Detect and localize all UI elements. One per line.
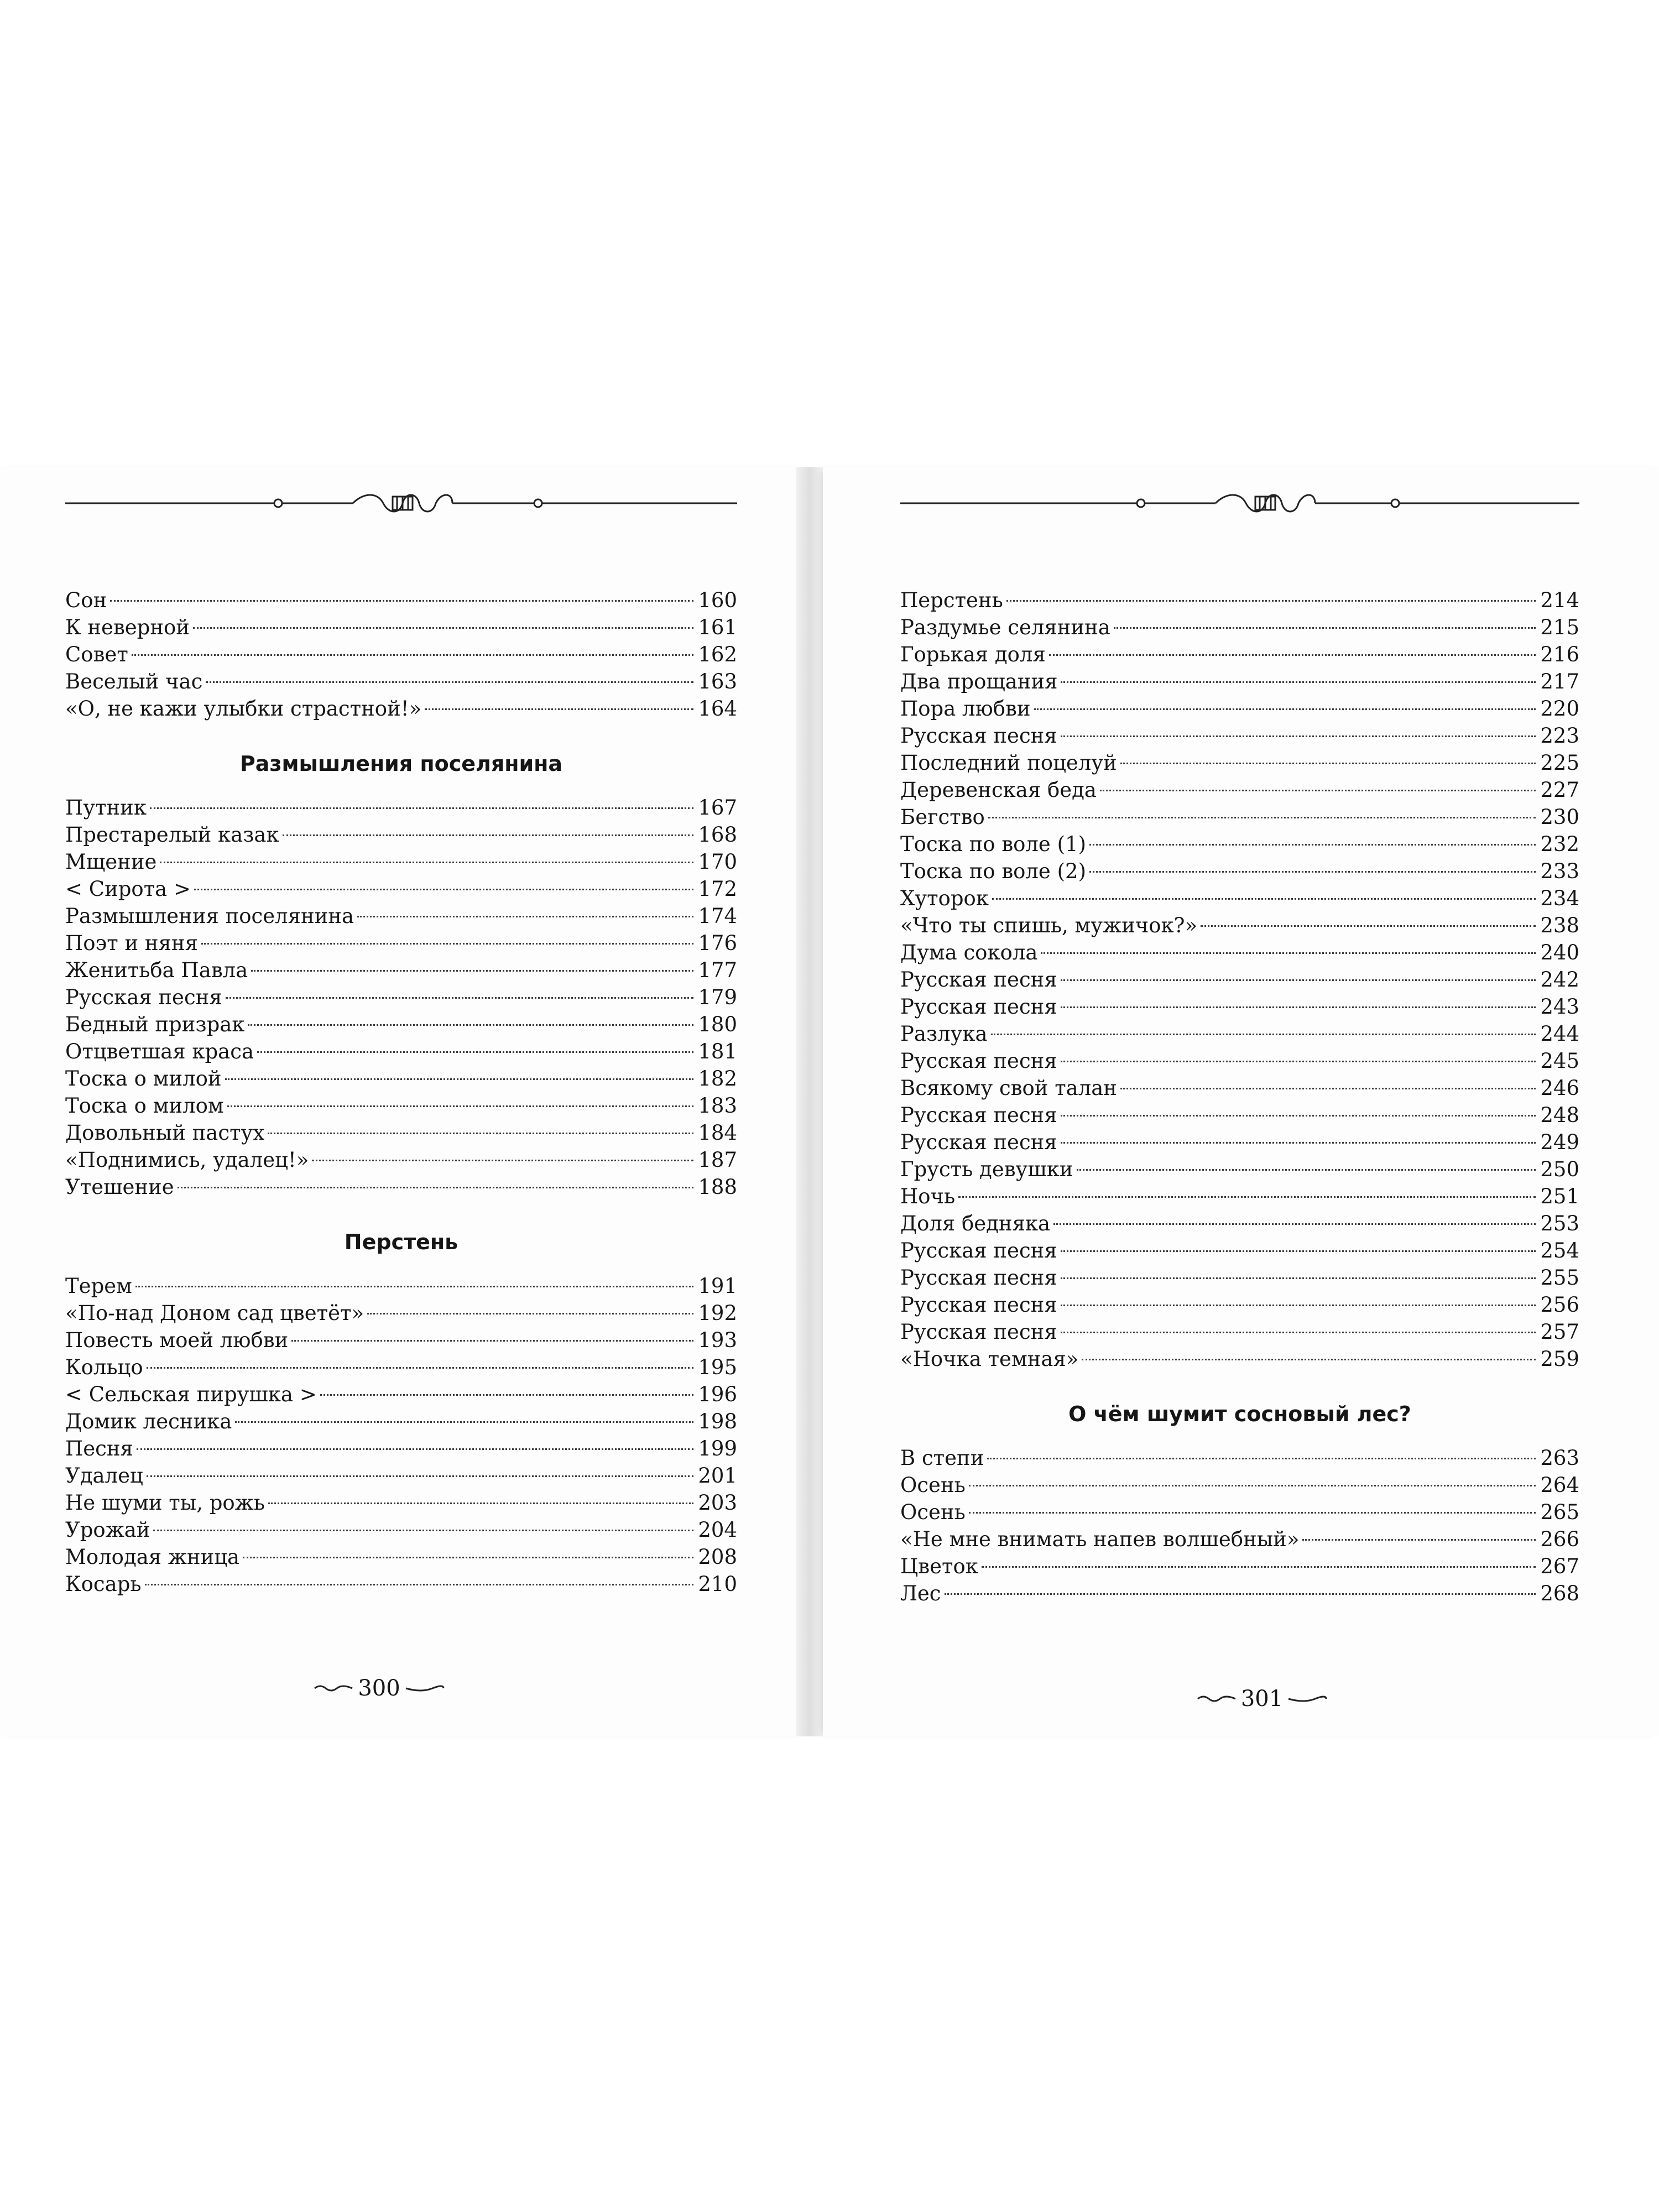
toc-entry xyxy=(900,668,1579,695)
toc-entry xyxy=(900,749,1579,776)
toc-entry-page: 245 xyxy=(1540,1049,1579,1073)
dot-leader xyxy=(1061,1277,1536,1279)
dot-leader xyxy=(268,1133,693,1134)
toc-entry-title: Тоска о милом xyxy=(65,1094,224,1118)
toc-entry xyxy=(900,1210,1579,1237)
toc-entry xyxy=(900,1264,1579,1291)
toc-entry-title: «Ночка темная» xyxy=(900,1347,1079,1371)
dot-leader xyxy=(1006,600,1536,602)
toc-entry-page: 267 xyxy=(1540,1554,1579,1578)
toc-entry-page: 161 xyxy=(698,615,737,639)
toc-entry-page: 201 xyxy=(698,1464,737,1488)
toc-entry-page: 249 xyxy=(1540,1130,1579,1154)
dot-leader xyxy=(1061,735,1536,737)
dot-leader xyxy=(982,1566,1536,1568)
toc-entry xyxy=(900,1499,1579,1526)
dot-leader xyxy=(201,943,693,945)
toc-entry-title: < Сельская пирушка > xyxy=(65,1383,317,1406)
toc-entry-page: 177 xyxy=(698,958,737,982)
toc-entry-title: Всякому свой талан xyxy=(900,1076,1117,1100)
swirl-ornament-right xyxy=(1287,1693,1327,1704)
dot-leader xyxy=(147,1367,694,1369)
toc-entry-title: Доля бедняка xyxy=(900,1212,1051,1235)
toc-entry xyxy=(900,966,1579,993)
dot-leader xyxy=(291,1340,693,1342)
toc-entry xyxy=(900,1129,1579,1156)
toc-entry xyxy=(65,821,737,848)
toc-entry xyxy=(65,1038,737,1065)
dot-leader xyxy=(137,1448,693,1450)
toc-entry-page: 240 xyxy=(1540,941,1579,964)
toc-entry-page: 242 xyxy=(1540,968,1579,992)
dot-leader xyxy=(1302,1539,1536,1541)
dot-leader xyxy=(160,862,693,863)
toc-entry-page: 162 xyxy=(698,643,737,666)
dot-leader xyxy=(1061,1142,1536,1144)
toc-entry xyxy=(900,1472,1579,1499)
toc-entry-page: 170 xyxy=(698,850,737,874)
toc-entry-page: 214 xyxy=(1540,588,1579,612)
dot-leader xyxy=(987,1458,1536,1459)
dot-leader xyxy=(958,1196,1536,1198)
toc-entry xyxy=(900,641,1579,668)
dot-leader xyxy=(367,1313,693,1314)
toc-entry-title: Косарь xyxy=(65,1572,142,1596)
dot-leader xyxy=(257,1051,693,1053)
toc-entry-page: 233 xyxy=(1540,859,1579,883)
toc-entry xyxy=(900,776,1579,804)
toc-entry-page: 160 xyxy=(698,588,737,612)
toc-entry-page: 250 xyxy=(1540,1157,1579,1181)
toc-entry-title: Песня xyxy=(65,1437,133,1460)
toc-entry-page: 184 xyxy=(698,1121,737,1145)
book-gutter xyxy=(796,467,823,1736)
toc-entry xyxy=(65,614,737,641)
dot-leader xyxy=(969,1512,1536,1514)
table-of-contents xyxy=(900,587,1579,1607)
toc-entry-page: 251 xyxy=(1540,1185,1579,1208)
toc-entry-title: Бедный призрак xyxy=(65,1013,245,1036)
dot-leader xyxy=(235,1421,693,1423)
dot-leader xyxy=(194,889,693,890)
toc-entry-page: 220 xyxy=(1540,697,1579,721)
toc-entry xyxy=(65,794,737,821)
toc-entry-page: 193 xyxy=(698,1328,737,1352)
toc-entry-title: Хуторок xyxy=(900,886,989,910)
dot-leader xyxy=(147,1475,694,1477)
toc-entry xyxy=(900,1183,1579,1210)
dot-leader xyxy=(206,681,693,683)
toc-entry xyxy=(65,1119,737,1146)
page-number xyxy=(43,1676,715,1701)
toc-entry xyxy=(900,831,1579,858)
toc-entry-title: Тоска по воле (1) xyxy=(900,832,1086,856)
dot-leader xyxy=(1201,925,1536,927)
toc-entry-page: 167 xyxy=(698,796,737,820)
toc-entry-title: Грусть девушки xyxy=(900,1157,1073,1181)
toc-entry xyxy=(65,984,737,1011)
toc-entry-title: Женитьба Павла xyxy=(65,958,248,982)
dot-leader xyxy=(1082,1359,1536,1360)
dot-leader xyxy=(1120,1088,1536,1089)
toc-entry-page: 266 xyxy=(1540,1527,1579,1551)
dot-leader xyxy=(243,1557,693,1558)
toc-entry xyxy=(65,641,737,668)
dot-leader xyxy=(991,1034,1536,1035)
toc-entry-page: 192 xyxy=(698,1301,737,1325)
dot-leader xyxy=(1114,627,1536,629)
toc-entry xyxy=(65,1300,737,1327)
toc-entry-page: 210 xyxy=(698,1572,737,1596)
header-ornament xyxy=(65,487,737,520)
dot-leader xyxy=(988,817,1536,818)
dot-leader xyxy=(1049,654,1536,656)
toc-entry-page: 199 xyxy=(698,1437,737,1460)
toc-entry-page: 265 xyxy=(1540,1500,1579,1524)
toc-entry-page: 256 xyxy=(1540,1293,1579,1317)
toc-entry-title: Повесть моей любви xyxy=(65,1328,289,1352)
toc-entry-title: «Поднимись, удалец!» xyxy=(65,1148,309,1172)
toc-entry-page: 264 xyxy=(1540,1473,1579,1497)
toc-entry-page: 180 xyxy=(698,1013,737,1036)
toc-entry-page: 215 xyxy=(1540,615,1579,639)
toc-entry-page: 179 xyxy=(698,985,737,1009)
toc-entry-title: Русская песня xyxy=(900,724,1057,748)
dot-leader xyxy=(1061,1305,1536,1306)
swirl-ornament-right xyxy=(405,1683,445,1694)
toc-entry xyxy=(900,885,1579,912)
toc-entry xyxy=(65,587,737,614)
toc-entry xyxy=(900,804,1579,831)
toc-entry-title: Цветок xyxy=(900,1554,978,1578)
toc-entry xyxy=(900,1291,1579,1318)
toc-entry-page: 204 xyxy=(698,1518,737,1542)
right-page xyxy=(900,487,1579,1725)
toc-entry xyxy=(65,930,737,957)
dot-leader xyxy=(1061,1115,1536,1117)
toc-entry-page: 259 xyxy=(1540,1347,1579,1371)
dot-leader xyxy=(132,654,694,656)
toc-entry-page: 244 xyxy=(1540,1022,1579,1046)
toc-entry xyxy=(65,1011,737,1038)
toc-entry-title: Мщение xyxy=(65,850,157,874)
toc-entry xyxy=(65,1146,737,1173)
dot-leader xyxy=(178,1187,694,1188)
toc-entry xyxy=(65,875,737,902)
dot-leader xyxy=(225,1078,694,1080)
toc-entry xyxy=(65,1381,737,1408)
toc-entry-page: 223 xyxy=(1540,724,1579,748)
toc-entry-title: < Сирота > xyxy=(65,877,191,901)
dot-leader xyxy=(1061,1061,1536,1062)
dot-leader xyxy=(969,1485,1536,1486)
toc-entry xyxy=(65,695,737,722)
dot-leader xyxy=(320,1394,694,1396)
toc-entry-title: Горькая доля xyxy=(900,643,1046,666)
toc-entry-page: 253 xyxy=(1540,1212,1579,1235)
toc-entry-title: Сон xyxy=(65,588,107,612)
toc-entry-page: 243 xyxy=(1540,995,1579,1019)
toc-entry-page: 168 xyxy=(698,823,737,847)
toc-entry-title: Русская песня xyxy=(900,1239,1057,1262)
toc-entry-title: Русская песня xyxy=(900,1049,1057,1073)
toc-entry xyxy=(900,1102,1579,1129)
dot-leader xyxy=(251,970,693,972)
toc-entry-title: Терем xyxy=(65,1274,132,1298)
toc-entry-title: Деревенская беда xyxy=(900,778,1097,802)
toc-entry-page: 234 xyxy=(1540,886,1579,910)
toc-entry-page: 181 xyxy=(698,1040,737,1063)
dot-leader xyxy=(150,807,693,809)
dot-leader xyxy=(1061,1006,1536,1008)
toc-entry-page: 196 xyxy=(698,1383,737,1406)
toc-entry xyxy=(65,1092,737,1119)
toc-entry xyxy=(900,939,1579,966)
toc-entry xyxy=(65,1408,737,1435)
toc-entry-title: Русская песня xyxy=(65,985,222,1009)
toc-entry xyxy=(65,957,737,984)
toc-entry-title: Лес xyxy=(900,1582,941,1605)
dot-leader xyxy=(145,1584,694,1585)
toc-entry-page: 254 xyxy=(1540,1239,1579,1262)
toc-entry-title: К неверной xyxy=(65,615,190,639)
toc-entry xyxy=(900,1526,1579,1553)
section-title: О чём шумит сосновый лес? xyxy=(1068,1402,1411,1426)
toc-entry-page: 225 xyxy=(1540,751,1579,775)
dot-leader xyxy=(1077,1169,1536,1171)
dot-leader xyxy=(248,1024,693,1026)
toc-entry xyxy=(900,993,1579,1020)
toc-entry-title: Перстень xyxy=(900,588,1003,612)
toc-entry-title: Раздумье селянина xyxy=(900,615,1110,639)
page-number-value: 301 xyxy=(1240,1686,1284,1712)
toc-entry xyxy=(65,1435,737,1462)
dot-leader xyxy=(1120,763,1536,764)
toc-entry-title: Престарелый казак xyxy=(65,823,279,847)
toc-entry xyxy=(65,1065,737,1092)
toc-entry-title: В степи xyxy=(900,1446,984,1470)
dot-leader xyxy=(193,627,693,629)
toc-entry xyxy=(65,1543,737,1571)
toc-entry xyxy=(65,668,737,695)
toc-entry xyxy=(900,1345,1579,1373)
toc-entry-page: 230 xyxy=(1540,805,1579,829)
toc-entry xyxy=(900,1074,1579,1102)
toc-entry xyxy=(900,695,1579,722)
toc-entry-title: «По-над Доном сад цветёт» xyxy=(65,1301,364,1325)
toc-entry-title: Осень xyxy=(900,1473,966,1497)
toc-entry-title: Русская песня xyxy=(900,995,1057,1019)
table-of-contents xyxy=(65,587,737,1598)
toc-entry xyxy=(900,1047,1579,1074)
toc-entry-title: «Не мне внимать напев волшебный» xyxy=(900,1527,1300,1551)
toc-entry-title: Русская песня xyxy=(900,1293,1057,1317)
toc-entry-title: Утешение xyxy=(65,1175,174,1199)
dot-leader xyxy=(227,1105,694,1107)
toc-entry-title: Поэт и няня xyxy=(65,931,198,955)
toc-entry-title: Урожай xyxy=(65,1518,150,1542)
toc-entry-page: 203 xyxy=(698,1491,737,1515)
dot-leader xyxy=(110,600,693,602)
toc-entry-title: Русская песня xyxy=(900,1130,1057,1154)
toc-entry-title: Русская песня xyxy=(900,1103,1057,1127)
toc-entry-title: Совет xyxy=(65,643,128,666)
dot-leader xyxy=(1089,844,1536,846)
page-number-value: 300 xyxy=(358,1676,400,1701)
toc-entry-page: 195 xyxy=(698,1355,737,1379)
toc-entry-title: Дума сокола xyxy=(900,941,1038,964)
dot-leader xyxy=(945,1593,1536,1595)
toc-entry-page: 263 xyxy=(1540,1446,1579,1470)
toc-entry xyxy=(900,1237,1579,1264)
toc-entry-page: 208 xyxy=(698,1545,737,1569)
toc-entry-title: Отцветшая краса xyxy=(65,1040,254,1063)
toc-entry xyxy=(900,722,1579,749)
toc-entry xyxy=(65,1173,737,1201)
dot-leader xyxy=(1041,952,1536,954)
toc-entry-title: Русская песня xyxy=(900,1320,1057,1344)
toc-entry-title: Осень xyxy=(900,1500,966,1524)
toc-entry-page: 268 xyxy=(1540,1582,1579,1605)
toc-entry-page: 257 xyxy=(1540,1320,1579,1344)
toc-entry xyxy=(65,1327,737,1354)
toc-entry-page: 172 xyxy=(698,877,737,901)
toc-entry-title: Не шуми ты, рожь xyxy=(65,1491,265,1515)
dot-leader xyxy=(357,916,693,917)
dot-leader xyxy=(1061,1250,1536,1252)
section-title: Перстень xyxy=(344,1230,458,1254)
dot-leader xyxy=(312,1160,693,1161)
toc-entry-title: Ночь xyxy=(900,1185,956,1208)
toc-entry-page: 174 xyxy=(698,904,737,928)
toc-entry xyxy=(65,1516,737,1543)
dot-leader xyxy=(135,1286,693,1287)
toc-entry-title: Веселый час xyxy=(65,670,203,693)
toc-entry-title: Удалец xyxy=(65,1464,143,1488)
dot-leader xyxy=(992,898,1536,900)
toc-entry-title: Пора любви xyxy=(900,697,1031,721)
toc-entry xyxy=(65,1489,737,1516)
toc-entry-title: Домик лесника xyxy=(65,1410,232,1433)
toc-entry xyxy=(65,902,737,930)
toc-entry-title: «О, не кажи улыбки страстной!» xyxy=(65,697,422,721)
toc-entry-page: 176 xyxy=(698,931,737,955)
toc-entry-title: Два прощания xyxy=(900,670,1058,693)
toc-entry xyxy=(900,1020,1579,1047)
toc-entry-page: 238 xyxy=(1540,914,1579,937)
toc-entry xyxy=(900,1156,1579,1183)
toc-entry-title: Довольный пастух xyxy=(65,1121,265,1145)
page-number xyxy=(922,1686,1601,1712)
toc-entry-page: 163 xyxy=(698,670,737,693)
toc-entry-title: «Что ты спишь, мужичок?» xyxy=(900,914,1198,937)
dot-leader xyxy=(268,1503,693,1504)
dot-leader xyxy=(1089,871,1536,873)
section-title: Размышления поселянина xyxy=(239,752,563,776)
toc-entry-page: 227 xyxy=(1540,778,1579,802)
toc-entry-page: 246 xyxy=(1540,1076,1579,1100)
toc-entry xyxy=(65,1462,737,1489)
dot-leader xyxy=(1053,1223,1536,1225)
toc-entry xyxy=(65,1354,737,1381)
toc-entry-page: 164 xyxy=(698,697,737,721)
toc-entry xyxy=(65,1272,737,1300)
toc-entry xyxy=(900,587,1579,614)
toc-entry xyxy=(900,1580,1579,1607)
dot-leader xyxy=(425,708,693,710)
toc-entry xyxy=(900,1318,1579,1345)
dot-leader xyxy=(1061,681,1536,683)
toc-entry-page: 216 xyxy=(1540,643,1579,666)
toc-entry-page: 255 xyxy=(1540,1266,1579,1290)
toc-entry-page: 198 xyxy=(698,1410,737,1433)
header-ornament xyxy=(900,487,1579,520)
toc-entry-title: Путник xyxy=(65,796,147,820)
toc-entry-title: Русская песня xyxy=(900,968,1057,992)
toc-entry-page: 217 xyxy=(1540,670,1579,693)
toc-entry-title: Бегство xyxy=(900,805,985,829)
toc-entry-page: 183 xyxy=(698,1094,737,1118)
toc-entry xyxy=(900,858,1579,885)
toc-entry-page: 182 xyxy=(698,1067,737,1091)
toc-entry xyxy=(900,1444,1579,1472)
dot-leader xyxy=(1100,790,1536,791)
toc-entry xyxy=(65,1571,737,1598)
toc-entry-page: 248 xyxy=(1540,1103,1579,1127)
toc-entry-title: Тоска о милой xyxy=(65,1067,222,1091)
toc-entry-title: Русская песня xyxy=(900,1266,1057,1290)
swirl-ornament-left xyxy=(1197,1693,1237,1704)
toc-entry-title: Разлука xyxy=(900,1022,988,1046)
toc-entry xyxy=(65,848,737,875)
dot-leader xyxy=(1034,708,1536,710)
toc-entry-page: 187 xyxy=(698,1148,737,1172)
toc-entry-title: Кольцо xyxy=(65,1355,143,1379)
dot-leader xyxy=(1061,1332,1536,1333)
toc-entry-title: Последний поцелуй xyxy=(900,751,1117,775)
toc-entry-page: 191 xyxy=(698,1274,737,1298)
left-page xyxy=(65,487,737,1725)
toc-entry-page: 188 xyxy=(698,1175,737,1199)
dot-leader xyxy=(153,1530,693,1531)
swirl-ornament-left xyxy=(314,1683,353,1694)
toc-entry-title: Молодая жница xyxy=(65,1545,240,1569)
dot-leader xyxy=(226,997,694,999)
toc-entry xyxy=(900,1553,1579,1580)
dot-leader xyxy=(1061,979,1536,981)
toc-entry xyxy=(900,912,1579,939)
toc-entry-title: Тоска по воле (2) xyxy=(900,859,1086,883)
toc-entry-title: Размышления поселянина xyxy=(65,904,354,928)
dot-leader xyxy=(283,834,694,836)
toc-entry xyxy=(900,614,1579,641)
toc-entry-page: 232 xyxy=(1540,832,1579,856)
